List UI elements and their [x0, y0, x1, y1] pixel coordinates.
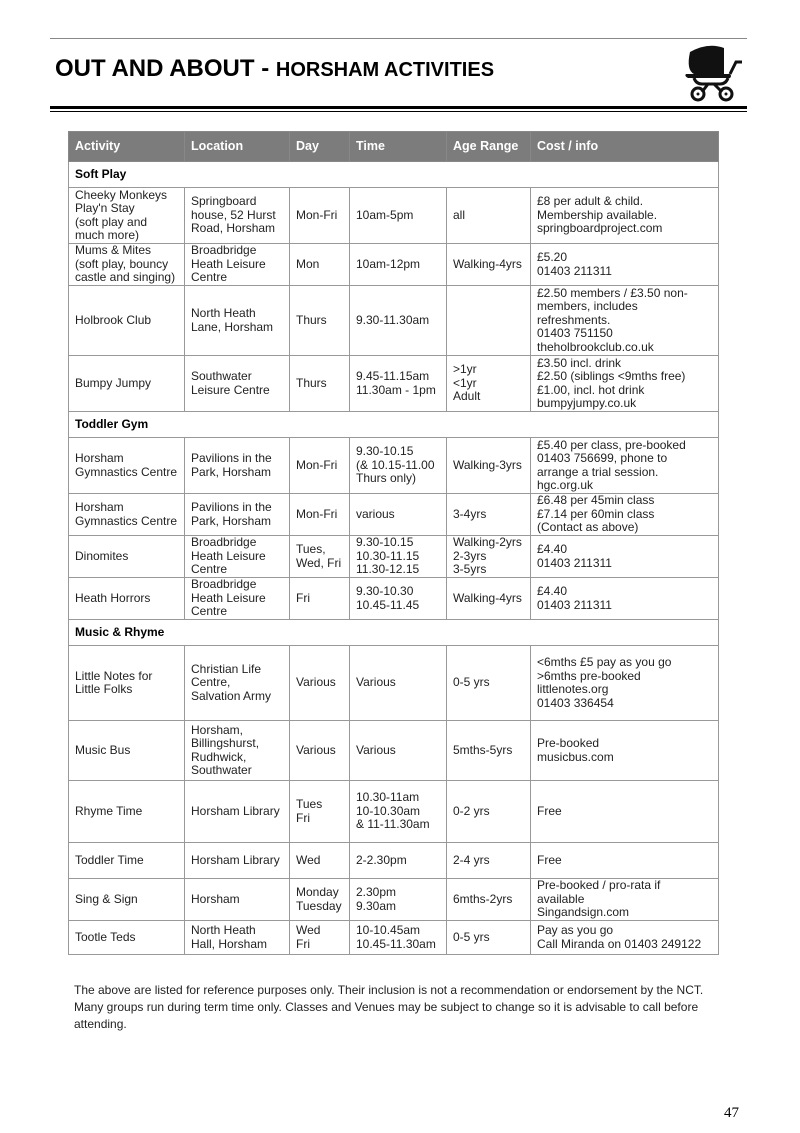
location-cell: Christian Life Centre, Salvation Army: [185, 646, 290, 721]
cost-info-cell: £3.50 incl. drink £2.50 (siblings <9mths free) £1.00, incl. hot drink bumpyjumpy.co.uk: [531, 356, 719, 412]
activity-cell: Music Bus: [69, 721, 185, 781]
age-range-cell: all: [447, 188, 531, 244]
time-cell: 2-2.30pm: [350, 843, 447, 879]
day-cell: Wed Fri: [290, 921, 350, 955]
table-row: [69, 536, 719, 578]
location-cell: Horsham, Billingshurst, Rudhwick, Southwater: [185, 721, 290, 781]
time-cell: 2.30pm 9.30am: [350, 879, 447, 921]
cost-info-cell: £5.20 01403 211311: [531, 244, 719, 286]
title-main: OUT AND ABOUT: [55, 55, 255, 82]
activity-cell: Rhyme Time: [69, 781, 185, 843]
day-cell: Thurs: [290, 286, 350, 356]
day-cell: Wed: [290, 843, 350, 879]
activity-cell: Mums & Mites (soft play, bouncy castle and singing): [69, 244, 185, 286]
activity-cell: Horsham Gymnastics Centre: [69, 494, 185, 536]
age-range-cell: Walking-4yrs: [447, 578, 531, 620]
cost-info-cell: £6.48 per 45min class £7.14 per 60min class (Contact as above): [531, 494, 719, 536]
top-rule: [50, 38, 747, 39]
section-row: [69, 162, 719, 188]
time-cell: various: [350, 494, 447, 536]
age-range-cell: Walking-3yrs: [447, 438, 531, 494]
table-header-row: [69, 132, 719, 162]
time-cell: 9.30-10.30 10.45-11.45: [350, 578, 447, 620]
cost-info-cell: <6mths £5 pay as you go >6mths pre-booked littlenotes.org 01403 336454: [531, 646, 719, 721]
location-cell: Southwater Leisure Centre: [185, 356, 290, 412]
column-header-age-range: Age Range: [447, 132, 531, 162]
column-header-time: Time: [350, 132, 447, 162]
location-cell: Springboard house, 52 Hurst Road, Horsham: [185, 188, 290, 244]
table-row: [69, 578, 719, 620]
cost-info-cell: Pay as you go Call Miranda on 01403 249122: [531, 921, 719, 955]
column-header-activity: Activity: [69, 132, 185, 162]
time-cell: 9.30-11.30am: [350, 286, 447, 356]
cost-info-cell: £8 per adult & child. Membership available. springboardproject.com: [531, 188, 719, 244]
age-range-cell: 0-5 yrs: [447, 921, 531, 955]
cost-info-cell: £4.40 01403 211311: [531, 536, 719, 578]
header-rule-thin: [50, 111, 747, 112]
cost-info-cell: Free: [531, 781, 719, 843]
age-range-cell: >1yr <1yr Adult: [447, 356, 531, 412]
activity-cell: Holbrook Club: [69, 286, 185, 356]
location-cell: Broadbridge Heath Leisure Centre: [185, 536, 290, 578]
table-row: [69, 356, 719, 412]
time-cell: 10am-5pm: [350, 188, 447, 244]
cost-info-cell: £5.40 per class, pre-booked 01403 756699, phone to arrange a trial session. hgc.org.uk: [531, 438, 719, 494]
activity-cell: Little Notes for Little Folks: [69, 646, 185, 721]
page-number: 47: [724, 1105, 739, 1121]
location-cell: North Heath Lane, Horsham: [185, 286, 290, 356]
title-sub: HORSHAM ACTIVITIES: [275, 59, 495, 81]
location-cell: Pavilions in the Park, Horsham: [185, 438, 290, 494]
age-range-cell: 5mths-5yrs: [447, 721, 531, 781]
age-range-cell: [447, 286, 531, 356]
page-title: [55, 55, 494, 83]
day-cell: Fri: [290, 578, 350, 620]
cost-info-cell: Free: [531, 843, 719, 879]
time-cell: 10.30-11am 10-10.30am & 11-11.30am: [350, 781, 447, 843]
location-cell: Horsham: [185, 879, 290, 921]
column-header-day: Day: [290, 132, 350, 162]
column-header-cost-info: Cost / info: [531, 132, 719, 162]
cost-info-cell: £2.50 members / £3.50 non- members, includes refreshments. 01403 751150 theholbrookclub.co.uk: [531, 286, 719, 356]
activity-cell: Dinomites: [69, 536, 185, 578]
table-row: [69, 244, 719, 286]
day-cell: Tues, Wed, Fri: [290, 536, 350, 578]
table-row: [69, 188, 719, 244]
day-cell: Mon: [290, 244, 350, 286]
activity-cell: Bumpy Jumpy: [69, 356, 185, 412]
table-row: [69, 286, 719, 356]
activity-cell: Sing & Sign: [69, 879, 185, 921]
age-range-cell: 3-4yrs: [447, 494, 531, 536]
table-row: [69, 843, 719, 879]
day-cell: Tues Fri: [290, 781, 350, 843]
table-row: [69, 921, 719, 955]
day-cell: Mon-Fri: [290, 188, 350, 244]
footnote: The above are listed for reference purposes only. Their inclusion is not a recommendation or endorsement by the NCT. Many groups run during term time only. Classes and Venues may be subject to change so it is advisable to call before attending.: [74, 983, 704, 1031]
time-cell: 9.30-10.15 10.30-11.15 11.30-12.15: [350, 536, 447, 578]
section-heading: Toddler Gym: [69, 412, 719, 438]
time-cell: 10am-12pm: [350, 244, 447, 286]
time-cell: 9.30-10.15 (& 10.15-11.00 Thurs only): [350, 438, 447, 494]
section-heading: Music & Rhyme: [69, 620, 719, 646]
table-row: [69, 494, 719, 536]
time-cell: 9.45-11.15am 11.30am - 1pm: [350, 356, 447, 412]
time-cell: Various: [350, 721, 447, 781]
section-row: [69, 412, 719, 438]
location-cell: Horsham Library: [185, 843, 290, 879]
cost-info-cell: £4.40 01403 211311: [531, 578, 719, 620]
age-range-cell: 6mths-2yrs: [447, 879, 531, 921]
activity-cell: Horsham Gymnastics Centre: [69, 438, 185, 494]
time-cell: 10-10.45am 10.45-11.30am: [350, 921, 447, 955]
pram-icon: [680, 40, 748, 102]
day-cell: Thurs: [290, 356, 350, 412]
header-rule: [50, 106, 747, 109]
column-header-location: Location: [185, 132, 290, 162]
location-cell: Broadbridge Heath Leisure Centre: [185, 244, 290, 286]
table-row: [69, 721, 719, 781]
age-range-cell: 2-4 yrs: [447, 843, 531, 879]
day-cell: Monday Tuesday: [290, 879, 350, 921]
age-range-cell: Walking-2yrs 2-3yrs 3-5yrs: [447, 536, 531, 578]
location-cell: North Heath Hall, Horsham: [185, 921, 290, 955]
cost-info-cell: Pre-booked musicbus.com: [531, 721, 719, 781]
section-heading: Soft Play: [69, 162, 719, 188]
time-cell: Various: [350, 646, 447, 721]
day-cell: Various: [290, 721, 350, 781]
activities-table: [68, 131, 719, 955]
activity-cell: Tootle Teds: [69, 921, 185, 955]
table-row: [69, 781, 719, 843]
activity-cell: Toddler Time: [69, 843, 185, 879]
table-row: [69, 879, 719, 921]
activities-table-body: [69, 162, 719, 955]
age-range-cell: 0-5 yrs: [447, 646, 531, 721]
day-cell: Various: [290, 646, 350, 721]
day-cell: Mon-Fri: [290, 438, 350, 494]
age-range-cell: 0-2 yrs: [447, 781, 531, 843]
age-range-cell: Walking-4yrs: [447, 244, 531, 286]
table-row: [69, 646, 719, 721]
section-row: [69, 620, 719, 646]
cost-info-cell: Pre-booked / pro-rata if available Singandsign.com: [531, 879, 719, 921]
activity-cell: Cheeky Monkeys Play'n Stay (soft play and much more): [69, 188, 185, 244]
day-cell: Mon-Fri: [290, 494, 350, 536]
location-cell: Horsham Library: [185, 781, 290, 843]
activity-cell: Heath Horrors: [69, 578, 185, 620]
location-cell: Broadbridge Heath Leisure Centre: [185, 578, 290, 620]
title-separator: -: [254, 55, 276, 82]
location-cell: Pavilions in the Park, Horsham: [185, 494, 290, 536]
table-row: [69, 438, 719, 494]
